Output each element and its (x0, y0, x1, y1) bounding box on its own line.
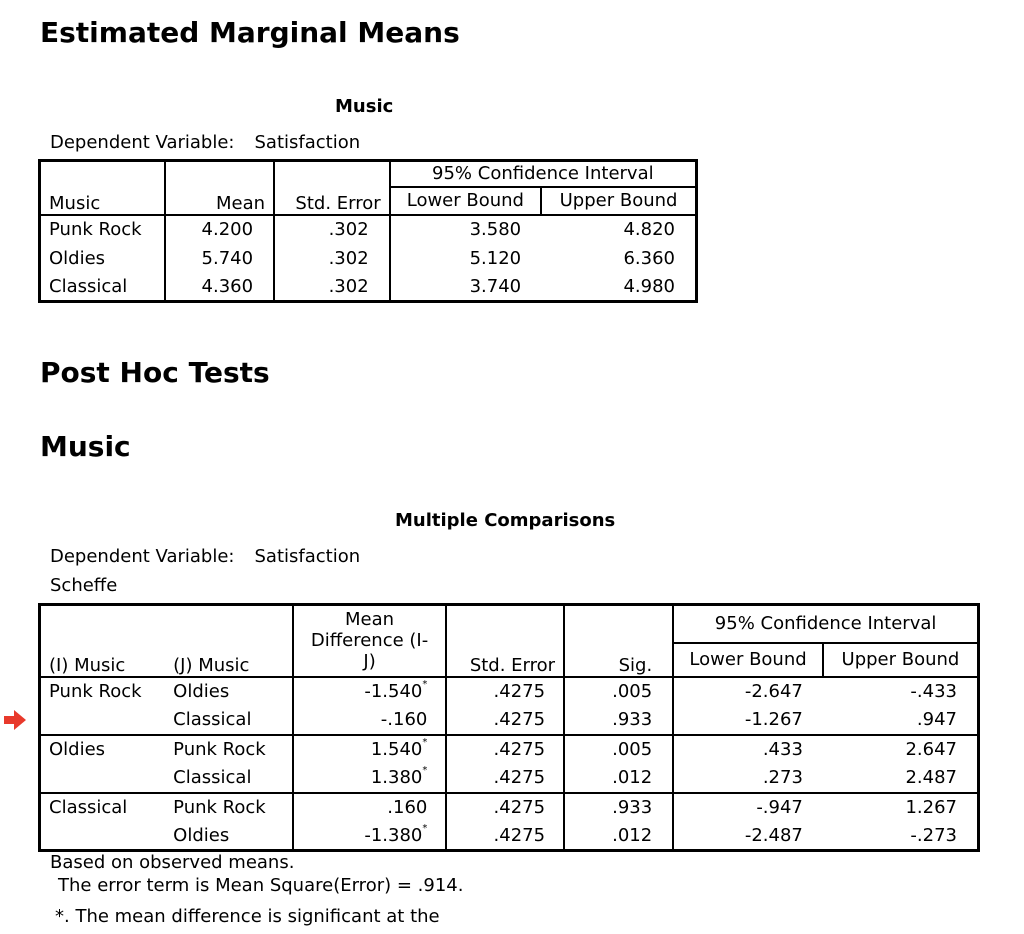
mc-header-mean-difference (293, 605, 447, 677)
table-row (40, 793, 979, 822)
row-pointer-arrow-icon (4, 710, 28, 734)
mc-cell-upper: -.273 (910, 824, 957, 846)
mc-cell-i: Punk Rock (49, 681, 142, 702)
emm-header-mean: Mean (165, 161, 274, 215)
emm-header-music: Music (40, 161, 166, 215)
music-subheading: Music (40, 430, 131, 463)
mc-cell-j: Oldies (165, 822, 293, 851)
emm-cell-music: Oldies (40, 244, 166, 273)
mc-cell-j: Classical (165, 764, 293, 793)
mc-header-ci: 95% Confidence Interval (673, 605, 978, 643)
mc-cell-lower: -2.487 (744, 824, 803, 846)
footnote-observed-means: Based on observed means. (50, 852, 295, 873)
mc-diff-value: .160 (387, 797, 428, 818)
footnote-significance: *. The mean difference is significant at the (55, 906, 440, 927)
mc-cell-i: Classical (40, 793, 166, 822)
mc-cell-se: .4275 (446, 822, 564, 851)
mc-cell-diff (293, 822, 447, 851)
mc-cell-j: Classical (165, 706, 293, 735)
mc-cell-i (40, 764, 166, 793)
emm-cell-mean: 4.200 (165, 215, 274, 244)
dependent-value: Satisfaction (254, 132, 361, 153)
mc-header-i-music: (I) Music (40, 605, 166, 677)
post-hoc-tests-heading: Post Hoc Tests (40, 356, 270, 389)
mc-cell-diff (293, 735, 447, 764)
mc-cell-upper: 2.647 (823, 735, 979, 764)
mc-cell-lower: -2.647 (744, 681, 803, 702)
emm-header-lower: Lower Bound (390, 187, 541, 215)
mc-diff-star: * (422, 737, 428, 748)
dependent-value: Satisfaction (254, 546, 361, 567)
emm-cell-upper: 4.980 (623, 275, 675, 297)
mc-diff-star: * (422, 822, 428, 834)
mc-diff-value: 1.540 (370, 739, 423, 760)
mc-header-mean-difference-line2: Difference (I- (310, 629, 429, 651)
emm-header-ci: 95% Confidence Interval (390, 161, 697, 187)
mc-cell-diff (293, 677, 447, 706)
emm-cell-music: Punk Rock (40, 215, 166, 244)
table-row (40, 735, 979, 764)
mc-header-j-music: (J) Music (165, 605, 293, 677)
emm-cell-lower: 3.580 (469, 219, 522, 240)
mc-cell-i (40, 822, 166, 851)
mc-cell-lower: -1.267 (744, 709, 803, 730)
table-row (40, 706, 979, 735)
mc-cell-upper: 2.487 (905, 767, 957, 788)
emm-cell-se: .302 (274, 273, 390, 302)
emm-cell-se: .302 (274, 215, 390, 244)
dependent-label: Dependent Variable: (50, 546, 235, 567)
mc-cell-sig: .012 (564, 764, 673, 793)
mc-cell-sig: .933 (564, 793, 673, 822)
mc-cell-se: .4275 (446, 677, 564, 706)
mc-cell-lower: -.947 (673, 793, 823, 822)
mc-diff-value: -1.540 (364, 681, 423, 702)
mc-cell-j: Punk Rock (165, 735, 293, 764)
mc-cell-sig: .005 (564, 735, 673, 764)
table-row (40, 764, 979, 793)
mc-header-std-error: Std. Error (446, 605, 564, 677)
mc-cell-sig: .012 (564, 822, 673, 851)
dependent-label: Dependent Variable: (50, 132, 235, 153)
emm-row (40, 215, 697, 244)
mc-cell-diff (293, 706, 447, 735)
mc-cell-j: Oldies (165, 677, 293, 706)
mc-cell-se: .4275 (446, 793, 564, 822)
mc-diff-star: * (422, 765, 428, 776)
mc-cell-sig: .933 (564, 706, 673, 735)
emm-dependent-variable (50, 132, 360, 153)
mc-cell-upper: -.433 (910, 681, 957, 702)
emm-cell-music: Classical (40, 273, 166, 302)
table-row (40, 822, 979, 851)
posthoc-dependent-variable (50, 546, 360, 567)
emm-row (40, 273, 697, 302)
mc-cell-diff (293, 764, 447, 793)
mc-cell-upper: 1.267 (823, 793, 979, 822)
mc-diff-value: 1.380 (370, 767, 423, 788)
mc-header-mean-difference-line1: Mean (345, 608, 395, 630)
mc-cell-diff (293, 793, 447, 822)
mc-header-mean-difference-line3: J) (363, 650, 376, 672)
mc-cell-lower: .273 (762, 767, 803, 788)
mc-header-sig: Sig. (564, 605, 673, 677)
emm-cell-lower: 5.120 (469, 247, 522, 269)
emm-row (40, 244, 697, 273)
footnote-error-term: The error term is Mean Square(Error) = .914. (58, 875, 464, 896)
mc-cell-se: .4275 (446, 735, 564, 764)
emm-table (38, 159, 698, 303)
table-row (40, 677, 979, 706)
mc-diff-value: -.160 (380, 709, 428, 730)
mc-cell-se: .4275 (446, 706, 564, 735)
mc-cell-j: Punk Rock (165, 793, 293, 822)
emm-cell-se: .302 (274, 244, 390, 273)
emm-cell-upper: 6.360 (623, 247, 675, 269)
mc-cell-i: Oldies (40, 735, 166, 764)
estimated-marginal-means-heading: Estimated Marginal Means (40, 16, 460, 49)
emm-cell-mean: 5.740 (165, 244, 274, 273)
emm-table-title: Music (335, 96, 394, 117)
mc-cell-lower: .433 (673, 735, 823, 764)
mc-header-upper: Upper Bound (823, 643, 979, 677)
emm-cell-upper: 4.820 (623, 219, 675, 240)
emm-cell-mean: 4.360 (165, 273, 274, 302)
emm-header-std-error: Std. Error (274, 161, 390, 215)
emm-cell-lower: 3.740 (469, 275, 522, 297)
posthoc-method: Scheffe (50, 575, 118, 596)
mc-cell-sig: .005 (564, 677, 673, 706)
mc-diff-star: * (422, 679, 428, 690)
mc-header-lower: Lower Bound (673, 643, 823, 677)
mc-cell-upper: .947 (916, 709, 957, 730)
mc-cell-i (40, 706, 166, 735)
multiple-comparisons-table (38, 603, 980, 852)
mc-cell-se: .4275 (446, 764, 564, 793)
emm-header-upper: Upper Bound (541, 187, 696, 215)
mc-diff-value: -1.380 (364, 824, 423, 846)
multiple-comparisons-title: Multiple Comparisons (395, 510, 616, 531)
